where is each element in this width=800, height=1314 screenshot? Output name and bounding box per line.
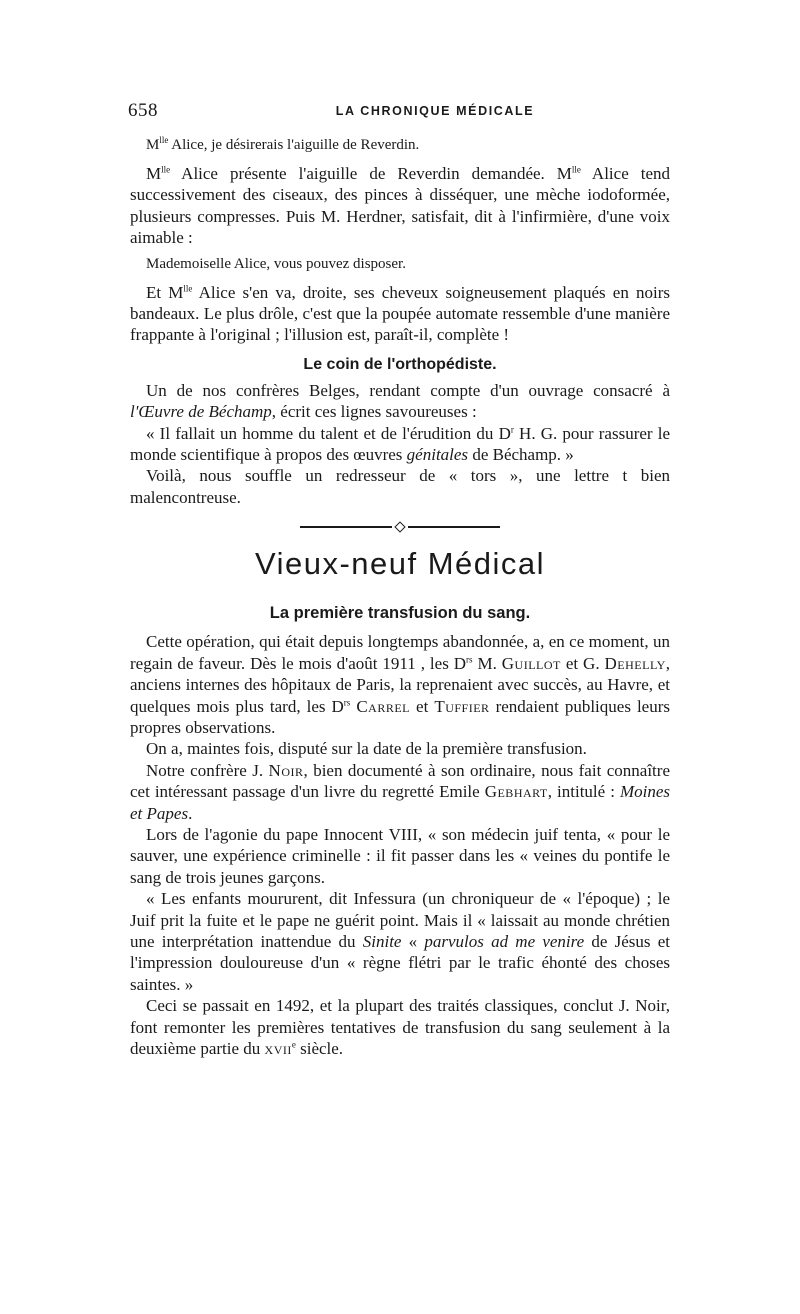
page-number: 658 [128, 100, 158, 121]
dialogue-line: Mademoiselle Alice, vous pouvez disposer. [146, 255, 406, 272]
paragraph: Et $M^{lle}$ Alice s'en va, droite, ses cheveux soigneusement plaqués en noirs bandeaux. Le plus drôle, c'est que la poupée automate ressemble d'une manière frappante à l'original ; l'illusion est, paraît-il, complète ! [130, 282, 670, 345]
divider-ornament-icon [394, 522, 405, 533]
divider-line-right [408, 526, 500, 528]
page-header [130, 100, 670, 124]
paragraph: Notre confrère J. Noir, bien documenté à son ordinaire, nous fait connaître cet intéressant passage d'un livre du regretté Emile Gebhart, intitulé : Moines et Papes. [130, 760, 670, 823]
page [130, 100, 670, 1059]
section-divider [300, 522, 500, 532]
divider-line-left [300, 526, 392, 528]
paragraph: On a, maintes fois, disputé sur la date de la première transfusion. [146, 739, 587, 759]
paragraph: $M^{lle}$ Alice présente l'aiguille de Reverdin demandée. $M^{lle}$ Alice tend successivement des ciseaux, des pinces à disséquer, une mèche iodoformée, plusieurs compresses. Puis M. Herdner, satisfait, dit à l'infirmière, d'une voix aimable : [130, 164, 670, 248]
paragraph: Ceci se passait en 1492, et la plupart des traités classiques, conclut J. Noir, font remonter les premières tentatives de transfusion du sang seulement à la deuxième partie du xvii$^e$ siècle. [130, 996, 670, 1058]
section-title: Vieux-neuf Médical [254, 546, 546, 582]
section-heading: Le coin de l'orthopédiste. [303, 355, 497, 373]
quote-paragraph: « Il fallait un homme du talent et de l'érudition du $D^r$ H. G. pour rassurer le monde scientifique à propos des œuvres génitales de Béchamp. » [130, 423, 670, 465]
running-head: LA CHRONIQUE MÉDICALE [335, 104, 535, 118]
section-subtitle: La première transfusion du sang. [269, 604, 531, 623]
quote-paragraph: Lors de l'agonie du pape Innocent VIII, « son médecin juif tenta, « pour le sauver, une expérience criminelle : il fit passer dans les « veines du pontife le sang de trois jeunes garçons. [130, 824, 670, 887]
quote-paragraph: « Les enfants moururent, dit Infessura (un chroniqueur de « l'époque) ; le Juif prit la fuite et le pape ne guérit point. Mais il « laissait au monde chrétien une interprétation inattendue du Sinite « parvulos ad me venire de Jésus et l'impression douloureuse d'un « règne flétri par le trafic éhonté des choses saintes. » [130, 889, 670, 994]
dialogue-line: $M^{lle}$ Alice, je désirerais l'aiguille de Reverdin. [146, 135, 420, 153]
paragraph: Voilà, nous souffle un redresseur de « tors », une lettre t bien malencontreuse. [130, 466, 670, 507]
paragraph: Cette opération, qui était depuis longtemps abandonnée, a, en ce moment, un regain de faveur. Dès le mois d'août 1911 , les $D^{rs}$ M. Guillot et G. Dehelly, anciens internes des hôpitaux de Paris, la reprenaient avec succès, au Havre, et quelques mois plus tard, les $D^{rs}$ Carrel et Tuffier rendaient publiques leurs propres observations. [130, 632, 671, 737]
paragraph: Un de nos confrères Belges, rendant compte d'un ouvrage consacré à l'Œuvre de Béchamp, écrit ces lignes savoureuses : [130, 380, 670, 422]
